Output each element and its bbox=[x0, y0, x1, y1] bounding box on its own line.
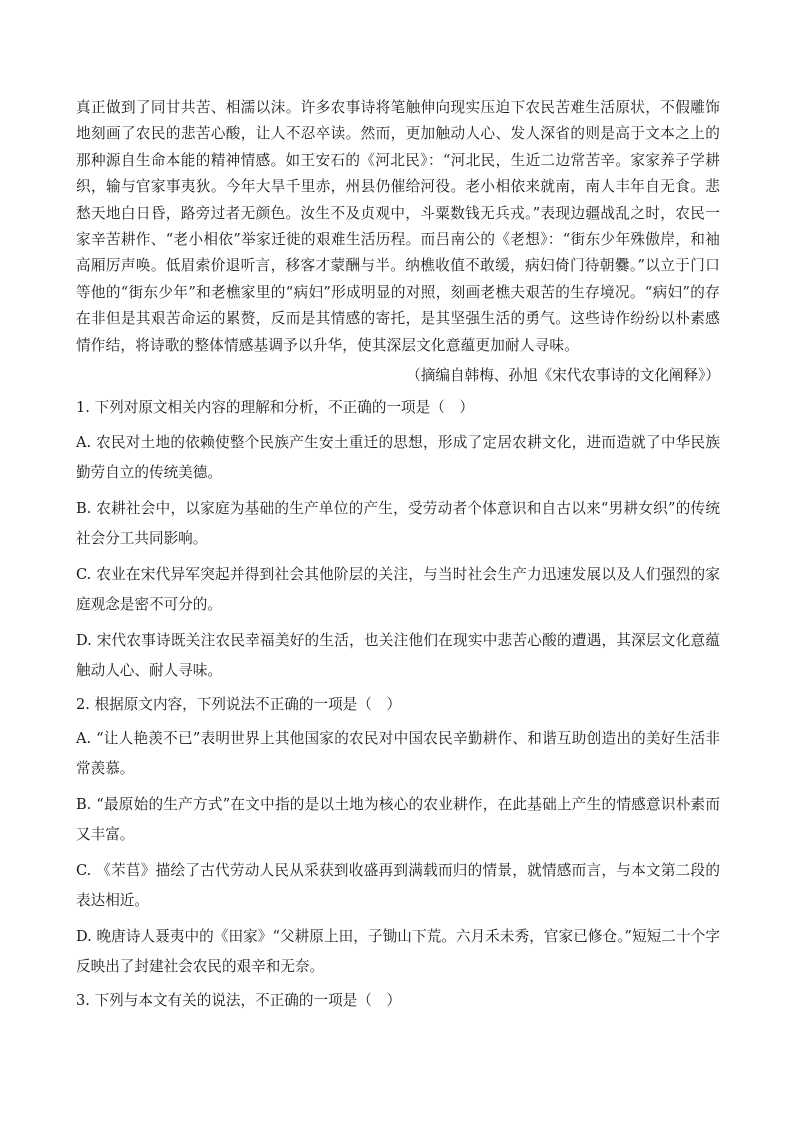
question-2-stem: 2. 根据原文内容，下列说法不正确的一项是（ ） bbox=[76, 695, 402, 713]
question-1-option-b: B. 农耕社会中，以家庭为基础的生产单位的产生，受劳动者个体意识和自古以来“男耕女织”的传统社会分工共同影响。 bbox=[76, 499, 720, 547]
question-2-option-d: D. 晚唐诗人聂夷中的《田家》“父耕原上田，子锄山下荒。六月禾未秀，官家已修仓。”短短二十个字反映出了封建社会农民的艰辛和无奈。 bbox=[76, 928, 720, 976]
source-citation: （摘编自韩梅、孙旭《宋代农事诗的文化阐释》） bbox=[406, 367, 720, 385]
question-3-stem: 3. 下列与本文有关的说法，不正确的一项是（ ） bbox=[76, 992, 402, 1010]
passage-paragraph: 真正做到了同甘共苦、相濡以沫。许多农事诗将笔触伸向现实压迫下农民苦难生活原状，不假雕饰地刻画了农民的悲苦心酸，让人不忍卒读。然而，更加触动人心、发人深省的则是高于文本之上的那种源自生命本能的精神情感。如王安石的《河北民》：“河北民，生近二边常苦辛。家家养子学耕织，输与官家事夷狄。今年大旱千里赤，州县仍催给河役。老小相依来就南，南人丰年自无食。悲愁天地白日昏，路旁过者无颜色。汝生不及贞观中，斗粟数钱无兵戎。”表现边疆战乱之时，农民一家辛苦耕作、“老小相依”举家迁徙的艰难生活历程。而吕南公的《老想》：“街东少年殊傲岸，和袖高厢厉声唤。低眉索价退听言，移客才蒙酬与半。纳樵收值不敢缓，病妇倚门待朝爨。”以立于门口等他的“街东少年”和老樵家里的“病妇”形成明显的对照，刻画老樵夫艰苦的生存境况。“病妇”的存在非但是其艰苦命运的累赘，反而是其情感的寄托，是其坚强生活的勇气。这些诗作纷纷以朴素感情作结，将诗歌的整体情感基调予以升华，使其深层文化意蕴更加耐人寻味。 bbox=[76, 99, 720, 354]
question-2-option-b: B. “最原始的生产方式”在文中指的是以土地为核心的农业耕作，在此基础上产生的情感意识朴素而又丰富。 bbox=[76, 796, 720, 844]
question-2-option-a: A. “让人艳羡不已”表明世界上其他国家的农民对中国农民辛勤耕作、和谐互助创造出的美好生活非常羡慕。 bbox=[76, 730, 720, 778]
question-1-option-c: C. 农业在宋代异军突起并得到社会其他阶层的关注，与当时社会生产力迅速发展以及人们强烈的家庭观念是密不可分的。 bbox=[76, 565, 720, 613]
question-1-option-d: D. 宋代农事诗既关注农民幸福美好的生活，也关注他们在现实中悲苦心酸的遭遇，其深层文化意蕴触动人心、耐人寻味。 bbox=[76, 631, 720, 679]
question-1-option-a: A. 农民对土地的依赖使整个民族产生安土重迁的思想，形成了定居农耕文化，进而造就了中华民族勤劳自立的传统美德。 bbox=[76, 433, 720, 481]
question-1-stem: 1. 下列对原文相关内容的理解和分析，不正确的一项是（ ） bbox=[76, 399, 475, 417]
document-page bbox=[76, 95, 720, 1015]
question-2-option-c: C. 《芣苢》描绘了古代劳动人民从采获到收盛再到满载而归的情景，就情感而言，与本文第二段的表达相近。 bbox=[76, 862, 720, 910]
